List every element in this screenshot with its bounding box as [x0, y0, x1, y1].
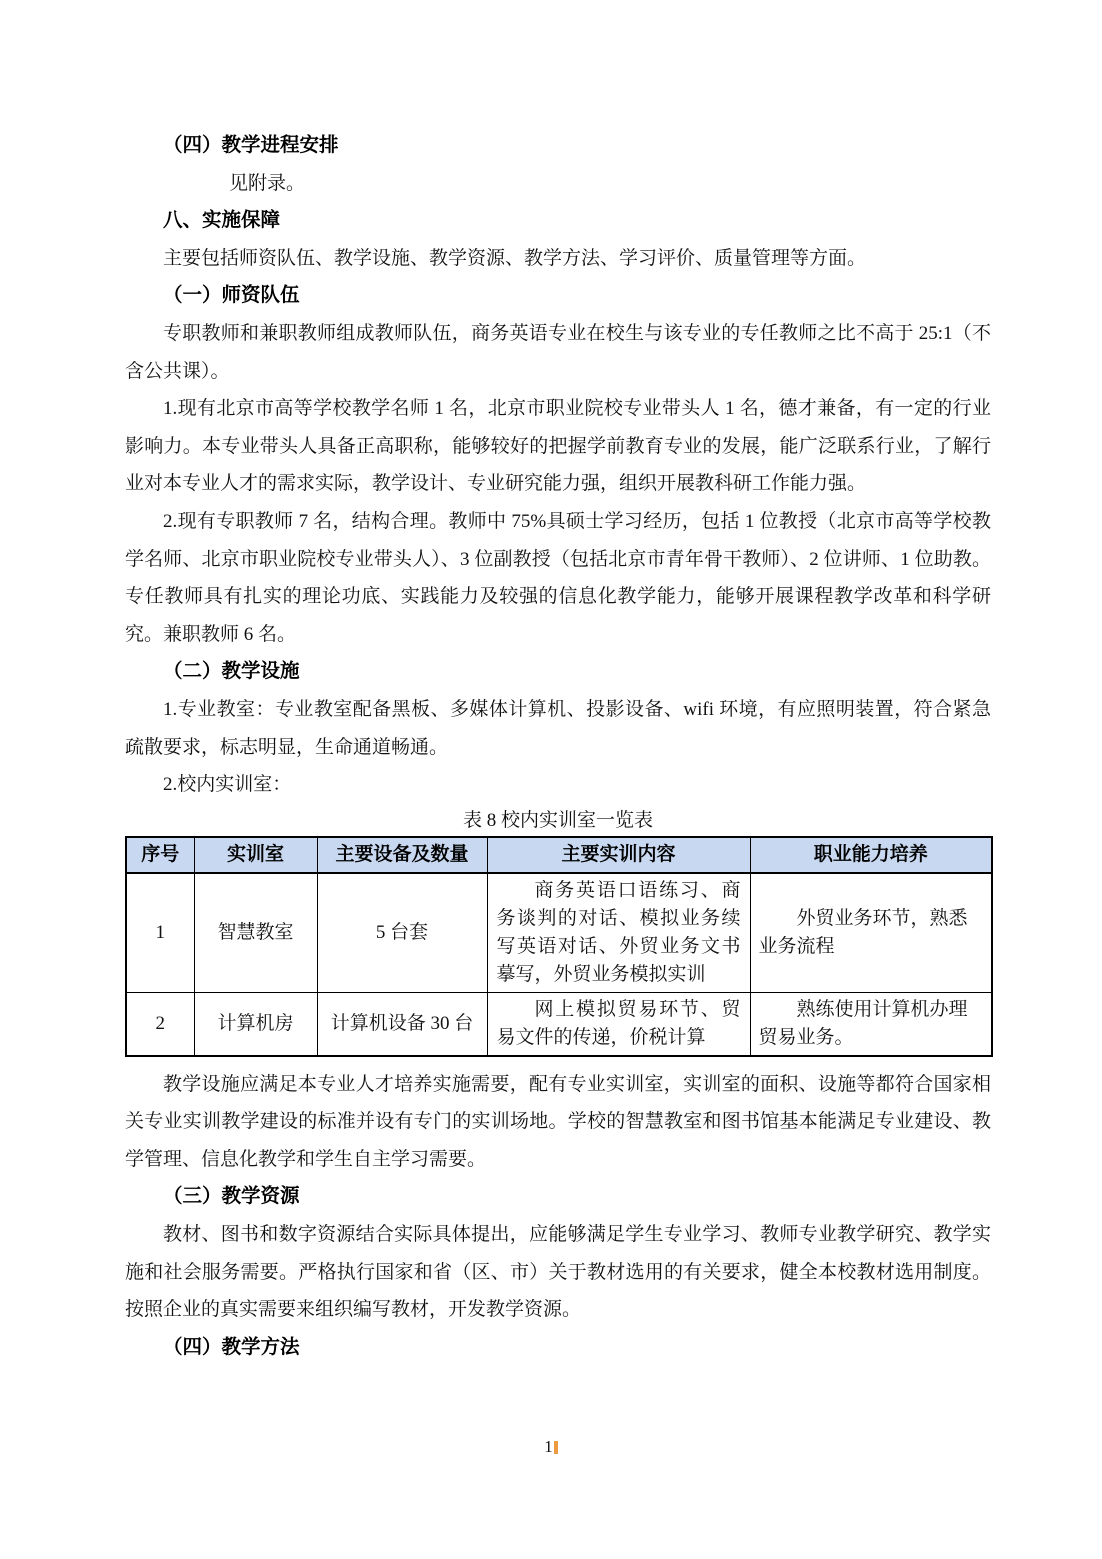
- heading-teaching-schedule: （四）教学进程安排: [163, 134, 339, 156]
- cell-no: 1: [126, 873, 194, 993]
- col-header-no: 序号: [126, 837, 194, 873]
- table-title: 表 8 校内实训室一览表: [462, 809, 653, 831]
- table-header-row: [126, 837, 992, 873]
- col-header-ability: 职业能力培养: [750, 837, 992, 873]
- para-faculty-leaders: 1.现有北京市高等学校教学名师 1 名，北京市职业院校专业带头人 1 名，德才兼备，有一定的行业影响力。本专业带头人具备正高职称，能够较好的把握学前教育专业的发展，能广泛联系行业，了解行业对本专业人才的需求实际，教学设计、专业研究能力强，组织开展教科研工作能力强。: [125, 398, 991, 495]
- para-classrooms: 1.专业教室：专业教室配备黑板、多媒体计算机、投影设备、wifi 环境，有应照明装置，符合紧急疏散要求，标志明显，生命通道畅通。: [125, 698, 991, 758]
- para-facilities-summary: 教学设施应满足本专业人才培养实施需要，配有专业实训室，实训室的面积、设施等都符合国家相关专业实训教学建设的标准并设有专门的实训场地。学校的智慧教室和图书馆基本能满足专业建设、教学管理、信息化教学和学生自主学习需要。: [125, 1073, 991, 1170]
- document-body: [125, 127, 991, 1366]
- cell-equipment: 计算机设备 30 台: [317, 992, 487, 1056]
- col-header-room: 实训室: [194, 837, 317, 873]
- cell-room: 计算机房: [194, 992, 317, 1056]
- footer-orange-mark: [554, 1441, 558, 1454]
- page-footer: [0, 1437, 1102, 1457]
- cell-no: 2: [126, 992, 194, 1056]
- heading-faculty-team: （一）师资队伍: [163, 284, 300, 307]
- cell-ability: 外贸业务环节，熟悉业务流程: [750, 873, 992, 993]
- col-header-equipment: 主要设备及数量: [317, 837, 487, 873]
- col-header-content: 主要实训内容: [487, 837, 750, 873]
- para-training-rooms-intro: 2.校内实训室：: [163, 774, 292, 796]
- para-faculty-structure: 2.现有专职教师 7 名，结构合理。教师中 75%具硕士学习经历，包括 1 位教授（北京市高等学校教学名师、北京市职业院校专业带头人）、3 位副教授（包括北京市青年骨干教师）、2 位讲师、1 位助教。专任教师具有扎实的理论功底、实践能力及较强的信息化教学能力，能够开展课程教学改革和科学研究。兼职教师 6 名。: [125, 510, 991, 645]
- cell-ability: 熟练使用计算机办理贸易业务。: [750, 992, 992, 1056]
- table-row: [126, 992, 992, 1056]
- table-row: [126, 873, 992, 993]
- para-resources: 教材、图书和数字资源结合实际具体提出，应能够满足学生专业学习、教师专业教学研究、教学实施和社会服务需要。严格执行国家和省（区、市）关于教材选用的有关要求，健全本校教材选用制度。按照企业的真实需要来组织编写教材，开发教学资源。: [125, 1224, 991, 1321]
- heading-teaching-facilities: （二）教学设施: [163, 660, 300, 683]
- cell-content: 商务英语口语练习、商务谈判的对话、模拟业务续写英语对话、外贸业务文书摹写，外贸业务模拟实训: [487, 873, 750, 993]
- cell-equipment: 5 台套: [317, 873, 487, 993]
- para-overview: 主要包括师资队伍、教学设施、教学资源、教学方法、学习评价、质量管理等方面。: [163, 247, 867, 269]
- cell-room: 智慧教室: [194, 873, 317, 993]
- note-see-appendix: 见附录。: [229, 172, 306, 194]
- cell-content: 网上模拟贸易环节、贸易文件的传递，价税计算: [487, 992, 750, 1056]
- heading-teaching-methods: （四）教学方法: [163, 1335, 300, 1358]
- para-faculty-ratio: 专职教师和兼职教师组成教师队伍，商务英语专业在校生与该专业的专任教师之比不高于 25:1（不含公共课）。: [125, 322, 991, 382]
- heading-implementation-support: 八、实施保障: [163, 209, 281, 232]
- training-rooms-table: [125, 836, 993, 1057]
- page-number: 1: [544, 1437, 553, 1456]
- heading-teaching-resources: （三）教学资源: [163, 1185, 300, 1208]
